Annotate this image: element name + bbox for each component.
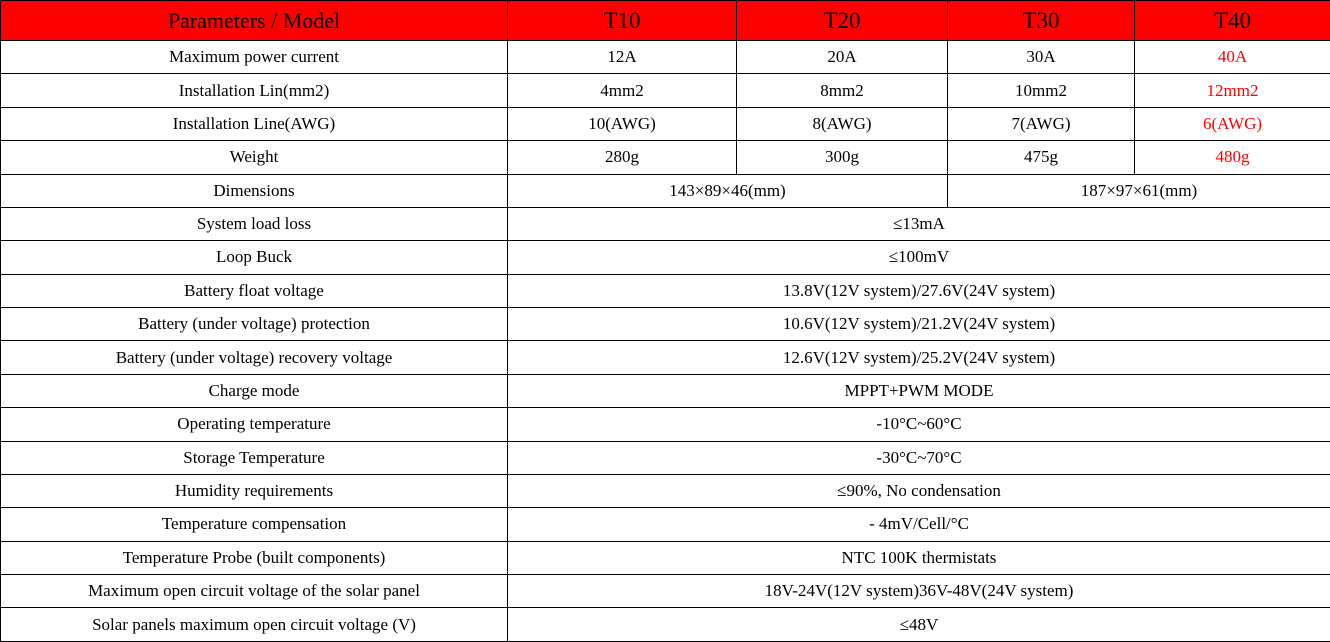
value-cell-highlight: 40A — [1135, 41, 1330, 74]
table-row — [1, 541, 1330, 574]
value-cell-highlight: 12mm2 — [1135, 74, 1330, 107]
value-cell-span: ≤48V — [508, 608, 1330, 642]
table-row — [1, 575, 1330, 608]
value-cell-span: 10.6V(12V system)/21.2V(24V system) — [508, 308, 1330, 341]
value-cell-span: 12.6V(12V system)/25.2V(24V system) — [508, 341, 1330, 374]
table-row — [1, 41, 1330, 74]
table-row — [1, 474, 1330, 507]
value-cell-span: -30°C~70°C — [508, 441, 1330, 474]
value-cell: 4mm2 — [508, 74, 737, 107]
param-label: Solar panels maximum open circuit voltage (V) — [1, 608, 508, 642]
header-param-label: Parameters / Model — [1, 1, 508, 41]
param-label: Temperature Probe (built components) — [1, 541, 508, 574]
value-cell: 300g — [737, 141, 948, 174]
param-label: Battery (under voltage) protection — [1, 308, 508, 341]
table-row — [1, 341, 1330, 374]
param-label: Battery float voltage — [1, 274, 508, 307]
table-row — [1, 374, 1330, 407]
param-label: Weight — [1, 141, 508, 174]
param-label: System load loss — [1, 207, 508, 240]
header-model-t10: T10 — [508, 1, 737, 41]
param-label: Storage Temperature — [1, 441, 508, 474]
param-label: Loop Buck — [1, 241, 508, 274]
value-cell-span: ≤13mA — [508, 207, 1330, 240]
param-label: Dimensions — [1, 174, 508, 207]
value-cell: 475g — [948, 141, 1135, 174]
header-row — [1, 1, 1330, 41]
value-cell-highlight: 480g — [1135, 141, 1330, 174]
param-label: Maximum open circuit voltage of the solar panel — [1, 575, 508, 608]
value-cell: 10mm2 — [948, 74, 1135, 107]
param-label: Installation Lin(mm2) — [1, 74, 508, 107]
table-row — [1, 274, 1330, 307]
value-cell-merged: 187×97×61(mm) — [948, 174, 1330, 207]
table-row — [1, 408, 1330, 441]
param-label: Charge mode — [1, 374, 508, 407]
param-label: Operating temperature — [1, 408, 508, 441]
table-row — [1, 74, 1330, 107]
table-row — [1, 441, 1330, 474]
param-label: Installation Line(AWG) — [1, 107, 508, 140]
header-model-t40: T40 — [1135, 1, 1330, 41]
table-body — [1, 41, 1330, 642]
table-row — [1, 141, 1330, 174]
value-cell: 7(AWG) — [948, 107, 1135, 140]
value-cell-span: 13.8V(12V system)/27.6V(24V system) — [508, 274, 1330, 307]
value-cell: 10(AWG) — [508, 107, 737, 140]
value-cell-merged: 143×89×46(mm) — [508, 174, 948, 207]
value-cell: 8mm2 — [737, 74, 948, 107]
value-cell: 12A — [508, 41, 737, 74]
table-row — [1, 508, 1330, 541]
table-row — [1, 241, 1330, 274]
value-cell: 20A — [737, 41, 948, 74]
param-label: Battery (under voltage) recovery voltage — [1, 341, 508, 374]
param-label: Humidity requirements — [1, 474, 508, 507]
table-row — [1, 308, 1330, 341]
value-cell-span: - 4mV/Cell/°C — [508, 508, 1330, 541]
value-cell: 8(AWG) — [737, 107, 948, 140]
value-cell-span: ≤100mV — [508, 241, 1330, 274]
value-cell-span: -10°C~60°C — [508, 408, 1330, 441]
param-label: Temperature compensation — [1, 508, 508, 541]
value-cell-highlight: 6(AWG) — [1135, 107, 1330, 140]
value-cell: 30A — [948, 41, 1135, 74]
value-cell-span: NTC 100K thermistats — [508, 541, 1330, 574]
table-row — [1, 107, 1330, 140]
value-cell: 280g — [508, 141, 737, 174]
param-label: Maximum power current — [1, 41, 508, 74]
table-row — [1, 174, 1330, 207]
value-cell-span: MPPT+PWM MODE — [508, 374, 1330, 407]
value-cell-span: ≤90%, No condensation — [508, 474, 1330, 507]
header-model-t20: T20 — [737, 1, 948, 41]
table-row — [1, 207, 1330, 240]
table-row — [1, 608, 1330, 642]
table-header — [1, 1, 1330, 41]
header-model-t30: T30 — [948, 1, 1135, 41]
value-cell-span: 18V-24V(12V system)36V-48V(24V system) — [508, 575, 1330, 608]
